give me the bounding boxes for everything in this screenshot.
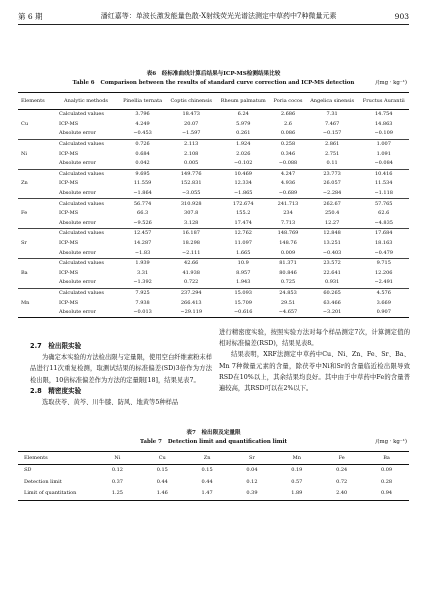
element-symbol: Fe — [21, 210, 28, 217]
table-row — [18, 219, 409, 229]
element-symbol — [18, 308, 53, 318]
table-cell: 12.457 — [133, 230, 152, 237]
table-cell: −1.83 — [134, 249, 151, 256]
table-cell: 237.294 — [180, 289, 202, 296]
table-cell: −0.084 — [374, 160, 393, 167]
table-cell: 23.572 — [323, 260, 341, 267]
table-cell: 0.009 — [280, 249, 296, 256]
table-cell: 11.534 — [374, 180, 393, 187]
element-symbol — [18, 169, 53, 179]
table7-body — [18, 465, 409, 501]
table-cell: 0.15 — [201, 467, 213, 474]
page-number: 903 — [394, 11, 409, 21]
element-symbol — [18, 159, 53, 169]
table-cell: 1.943 — [236, 279, 251, 286]
table6-header: Fructus Aurantii — [362, 97, 405, 104]
analytic-method: Absolute error — [59, 279, 96, 286]
table-cell: 7.938 — [135, 299, 150, 306]
table-row — [18, 229, 409, 239]
table-cell: 26.057 — [323, 180, 341, 187]
element-symbol — [18, 139, 53, 149]
table-row — [18, 159, 409, 169]
table-row — [18, 199, 409, 209]
table-cell: 1.924 — [236, 141, 251, 148]
table-cell: −3.201 — [322, 309, 342, 316]
table-cell: 2.026 — [236, 150, 251, 157]
table-cell: 0.684 — [135, 150, 150, 157]
table-cell: 11.559 — [133, 180, 152, 187]
table7-header: Sr — [249, 454, 255, 461]
right-paragraph-1: 进行精密度实验，按照实验方法对每个样品测定7次，计算测定值的相对标准偏差(RSD)，结果见表8。 — [219, 329, 410, 348]
table-cell: 12.762 — [234, 230, 252, 237]
analytic-method: Absolute error — [59, 130, 96, 137]
table-cell: 262.67 — [323, 200, 341, 207]
table-cell: 2.108 — [184, 150, 199, 157]
table-cell: 0.346 — [280, 150, 296, 157]
table-cell: 1.46 — [156, 490, 168, 497]
table-cell: 0.042 — [135, 160, 150, 167]
table-row — [18, 288, 409, 298]
table-row — [18, 269, 409, 279]
table6-group-mn — [18, 288, 409, 318]
table7 — [18, 451, 409, 501]
table-cell: 2.751 — [324, 150, 340, 157]
table-cell: −0.616 — [233, 309, 253, 316]
table-cell: 2.686 — [280, 111, 296, 118]
analytic-method: Calculated values — [59, 260, 104, 267]
right-column — [219, 327, 410, 394]
table-cell: −9.526 — [133, 219, 152, 226]
table6-header-row — [18, 93, 409, 110]
table-cell: 0.57 — [291, 478, 303, 485]
analytic-method: ICP-MS — [59, 150, 79, 157]
element-symbol — [18, 229, 53, 239]
table-cell: 10.469 — [234, 170, 252, 177]
element-symbol — [18, 219, 53, 229]
table-row — [18, 248, 409, 258]
table-cell: 4.247 — [280, 170, 296, 177]
table-cell: 12.334 — [234, 180, 252, 187]
table7-caption-text: Detection limit and quantification limit — [167, 439, 287, 445]
row-label: Limit of quantitation — [24, 490, 77, 497]
table-cell: −0.102 — [233, 160, 253, 167]
table6-caption-cn: 表6 经标准曲线计算后结果与ICP-MS检测结果比较 — [146, 71, 281, 77]
table-cell: 1.939 — [135, 260, 150, 267]
table-cell: −4.657 — [278, 309, 298, 316]
table-cell: −1.865 — [233, 190, 253, 197]
table-cell: 310.928 — [180, 200, 202, 207]
table-row — [18, 308, 409, 318]
table-cell: 8.957 — [236, 269, 251, 276]
table-cell: 241.713 — [277, 200, 299, 207]
table-cell: 3.31 — [137, 269, 149, 276]
table-cell: 81.371 — [279, 260, 297, 267]
table-cell: −0.088 — [278, 160, 298, 167]
table-cell: 0.39 — [246, 490, 258, 497]
table-cell: 0.725 — [280, 279, 296, 286]
row-label: SD — [24, 467, 32, 474]
table-cell: 56.774 — [133, 200, 152, 207]
table-cell: 13.251 — [323, 240, 341, 247]
table-cell: 0.722 — [184, 279, 199, 286]
table-cell: 22.641 — [323, 269, 341, 276]
table-cell: 4.936 — [280, 180, 296, 187]
table-cell: 3.796 — [135, 111, 150, 118]
table-cell: −1.118 — [374, 190, 393, 197]
table-cell: 2.861 — [324, 141, 340, 148]
section-2-7-heading: 2.7 检出限实验 — [30, 342, 82, 350]
table-cell: −29.119 — [180, 309, 203, 316]
table6-group-zn — [18, 169, 409, 199]
table-cell: 0.94 — [380, 490, 393, 497]
table-cell: −0.453 — [133, 130, 152, 137]
table-cell: 24.853 — [279, 289, 297, 296]
table-cell: 12.206 — [374, 269, 393, 276]
table7-caption-cn: 表7 检出限及定量限 — [186, 430, 241, 436]
table-cell: 0.726 — [135, 141, 150, 148]
table-row — [18, 120, 409, 130]
table-row — [18, 278, 409, 288]
table-cell: 149.776 — [180, 170, 202, 177]
table-cell: −0.157 — [322, 130, 342, 137]
table6-header: Poria cocos — [273, 97, 303, 104]
table-row — [18, 129, 409, 139]
element-symbol — [18, 110, 53, 120]
table-cell: 12.848 — [323, 230, 341, 237]
table-cell: 0.04 — [246, 467, 258, 474]
table-cell: 0.086 — [280, 130, 296, 137]
table-cell: 4.249 — [135, 120, 150, 127]
table-cell: 42.66 — [184, 260, 199, 267]
table-cell: 3.128 — [184, 219, 199, 226]
analytic-method: Calculated values — [59, 170, 104, 177]
table6-header: Coptis chinensis — [170, 97, 212, 104]
table6-group-sr — [18, 229, 409, 259]
analytic-method: Calculated values — [59, 230, 104, 237]
analytic-method: Absolute error — [59, 160, 96, 167]
table-cell: 0.005 — [184, 160, 199, 167]
table-cell: 1.47 — [201, 490, 213, 497]
table-cell: 152.831 — [180, 180, 202, 187]
analytic-method: Calculated values — [59, 289, 104, 296]
element-symbol: Cu — [21, 120, 29, 127]
table7-header: Elements — [24, 454, 48, 461]
table-cell: 18.473 — [182, 111, 200, 118]
table-row — [18, 298, 409, 308]
table-cell: 2.40 — [336, 490, 348, 497]
table-cell: −2.111 — [181, 249, 201, 256]
table-cell: 6.24 — [237, 111, 249, 118]
section-2-7-paragraph: 为确定本实验的方法检出限与定量限，使用空白纤维素粉末样品进行11次重复检测，取测试结果的标准偏差(SD)3倍作为方法检出限，10倍标准偏差作为方法的定量限[18]，结果见表7。 — [30, 354, 213, 384]
table-cell: 155.2 — [236, 210, 251, 217]
element-symbol — [18, 189, 53, 199]
table-cell: 7.467 — [324, 120, 340, 127]
table6-header: Analytic methods — [64, 97, 108, 104]
table6-unit: /(mg · kg⁻¹) — [375, 80, 407, 86]
analytic-method: Calculated values — [59, 141, 104, 148]
table-cell: 250.4 — [324, 210, 340, 217]
table-cell: −4.835 — [374, 219, 393, 226]
table6-group-cu — [18, 110, 409, 140]
table-cell: 3.669 — [376, 299, 391, 306]
analytic-method: ICP-MS — [59, 240, 79, 247]
table-row — [18, 149, 409, 159]
analytic-method: Absolute error — [59, 249, 96, 256]
table7-caption-en — [0, 439, 427, 445]
element-symbol — [18, 199, 53, 209]
table-row — [18, 488, 409, 500]
table-row — [18, 239, 409, 249]
table-row — [18, 465, 409, 477]
table-cell: 7.925 — [135, 289, 150, 296]
section-2-8-paragraph: 选取茯苓、黄芩、川牛膝、防风、地黄等5种样品 — [42, 399, 179, 407]
table-row — [18, 477, 409, 489]
table-cell: 57.765 — [374, 200, 393, 207]
table-cell: −3.055 — [181, 190, 201, 197]
table-cell: 148.76 — [279, 240, 297, 247]
table-cell: 1.091 — [376, 150, 391, 157]
table-cell: −0.403 — [322, 249, 342, 256]
table-cell: 1.25 — [111, 490, 123, 497]
table-cell: 307.8 — [184, 210, 199, 217]
analytic-method: ICP-MS — [59, 210, 79, 217]
table-cell: 14.287 — [133, 240, 152, 247]
table-cell: 7.31 — [326, 111, 338, 118]
table-cell: 0.28 — [380, 478, 393, 485]
row-label: Detection limit — [24, 478, 62, 485]
table-cell: 5.979 — [236, 120, 251, 127]
table6-group-ni — [18, 139, 409, 169]
table-cell: 2.113 — [184, 141, 199, 148]
element-symbol — [18, 288, 53, 298]
table7-unit: /(mg · kg⁻¹) — [375, 439, 407, 445]
table-cell: 16.187 — [182, 230, 200, 237]
table-cell: 17.474 — [234, 219, 252, 226]
table7-header: Cu — [158, 454, 166, 461]
element-symbol — [18, 278, 53, 288]
table-cell: 10.9 — [237, 260, 249, 267]
analytic-method: ICP-MS — [59, 299, 79, 306]
header-rule — [18, 24, 409, 25]
table-cell: 20.07 — [184, 120, 199, 127]
running-header — [18, 10, 409, 22]
table6-caption-en — [0, 80, 427, 86]
table-cell: 0.24 — [336, 467, 348, 474]
table-cell: 15.093 — [234, 289, 252, 296]
table-cell: 0.907 — [376, 309, 391, 316]
element-symbol: Ni — [21, 150, 27, 157]
table-cell: 11.097 — [234, 240, 252, 247]
table-cell: 80.846 — [279, 269, 297, 276]
table-cell: −0.013 — [133, 309, 152, 316]
table-cell: 23.773 — [323, 170, 341, 177]
table-cell: −1.864 — [133, 190, 152, 197]
table-cell: 0.72 — [336, 478, 348, 485]
table6 — [18, 92, 409, 318]
table-cell: 0.09 — [380, 467, 393, 474]
table7-header: Zn — [203, 454, 211, 461]
table-cell: 63.466 — [323, 299, 341, 306]
table6-group-fe — [18, 199, 409, 229]
table7-header: Mn — [292, 454, 301, 461]
table-cell: 0.19 — [291, 467, 303, 474]
element-symbol — [18, 258, 53, 268]
element-symbol — [18, 129, 53, 139]
analytic-method: ICP-MS — [59, 180, 79, 187]
table7-header: Ba — [383, 454, 390, 461]
table-cell: −0.479 — [374, 249, 393, 256]
element-symbol: Sr — [21, 240, 27, 247]
section-2-8-heading: 2.8 精密度实验 — [30, 386, 82, 395]
table-cell: 0.261 — [236, 130, 251, 137]
table-cell: 18.298 — [182, 240, 200, 247]
table-cell: 17.684 — [374, 230, 393, 237]
table-cell: 1.665 — [236, 249, 251, 256]
table-cell: 0.931 — [324, 279, 340, 286]
element-symbol: Ba — [21, 269, 28, 276]
table6-header: Angelica sinensis — [310, 97, 355, 104]
element-symbol: Zn — [21, 180, 28, 187]
analytic-method: ICP-MS — [59, 269, 79, 276]
table-cell: −2.491 — [374, 279, 393, 286]
table-cell: 14.863 — [374, 120, 393, 127]
table7-header-row — [18, 452, 409, 465]
table6-header: Pinellia ternata — [123, 97, 163, 104]
running-title: 潘红嘉等：单波长激发能量色散-X射线荧光光谱法测定中草药中7种微量元素 — [100, 12, 337, 20]
table-cell: 60.265 — [323, 289, 341, 296]
table7-header: Ni — [114, 454, 121, 461]
table-cell: 9.695 — [135, 170, 150, 177]
table-cell: 9.715 — [376, 260, 391, 267]
table7-header: Fe — [338, 454, 345, 461]
table-cell: 0.37 — [111, 478, 123, 485]
analytic-method: Calculated values — [59, 200, 104, 207]
table-cell: 0.12 — [246, 478, 258, 485]
analytic-method: Absolute error — [59, 190, 96, 197]
table-cell: 66.3 — [137, 210, 149, 217]
table-cell: 10.416 — [374, 170, 393, 177]
table-cell: −1.392 — [133, 279, 152, 286]
issue-number: 第 6 期 — [18, 11, 43, 21]
table-row — [18, 169, 409, 179]
table-cell: 41.938 — [182, 269, 200, 276]
table-row — [18, 110, 409, 120]
table-row — [18, 179, 409, 189]
table-cell: 1.007 — [376, 141, 391, 148]
table6-group-ba — [18, 258, 409, 288]
table-cell: 29.51 — [280, 299, 296, 306]
table-cell: 15.709 — [234, 299, 252, 306]
table-cell: 18.163 — [374, 240, 393, 247]
table-cell: 266.413 — [180, 299, 202, 306]
table-cell: 0.44 — [201, 478, 213, 485]
analytic-method: Calculated values — [59, 111, 104, 118]
table-cell: 148.769 — [277, 230, 299, 237]
table-cell: 172.674 — [232, 200, 254, 207]
left-column — [30, 341, 212, 408]
element-symbol: Mn — [21, 299, 30, 306]
table-cell: 62.6 — [378, 210, 390, 217]
analytic-method: ICP-MS — [59, 120, 79, 127]
table-row — [18, 258, 409, 268]
table-cell: 0.11 — [326, 160, 338, 167]
table-row — [18, 139, 409, 149]
table-cell: 12.27 — [324, 219, 340, 226]
table6-label: Table 6 — [72, 80, 95, 86]
table-cell: 0.12 — [111, 467, 123, 474]
table-cell: 0.15 — [156, 467, 168, 474]
table-row — [18, 209, 409, 219]
table-cell: 7.713 — [280, 219, 296, 226]
table-cell: −0.109 — [374, 130, 393, 137]
table-cell: 2.6 — [284, 120, 292, 127]
table6-header: Rheum palmatum — [220, 97, 266, 104]
table-row — [18, 189, 409, 199]
table-cell: 1.89 — [291, 490, 303, 497]
table-cell: 234 — [283, 210, 293, 217]
table-cell: 0.44 — [156, 478, 168, 485]
table-cell: −1.597 — [181, 130, 201, 137]
table-cell: 14.754 — [374, 111, 393, 118]
element-symbol — [18, 248, 53, 258]
table-cell: −0.689 — [278, 190, 298, 197]
table-cell: 4.576 — [376, 289, 391, 296]
table7-label: Table 7 — [140, 439, 162, 445]
table-cell: −2.284 — [322, 190, 342, 197]
analytic-method: Absolute error — [59, 219, 96, 226]
table-cell: 0.258 — [280, 141, 296, 148]
right-paragraph-2: 结果表明，XRF法测定中草药中Cu、Ni、Zn、Fe、Sr、Ba、Mn 7种微量元素的含量，除茯苓中Ni和Sr的含量临近检出限导致RSD在10%以上，其余结果均良好。其中由于中草药中Fe的含量普遍较高，其RSD可以在2%以下。 — [219, 351, 410, 393]
table6-header: Elements — [21, 97, 45, 104]
analytic-method: Absolute error — [59, 309, 96, 316]
table6-caption-text: Comparison between the results of standard curve correction and ICP-MS detection — [100, 80, 355, 86]
